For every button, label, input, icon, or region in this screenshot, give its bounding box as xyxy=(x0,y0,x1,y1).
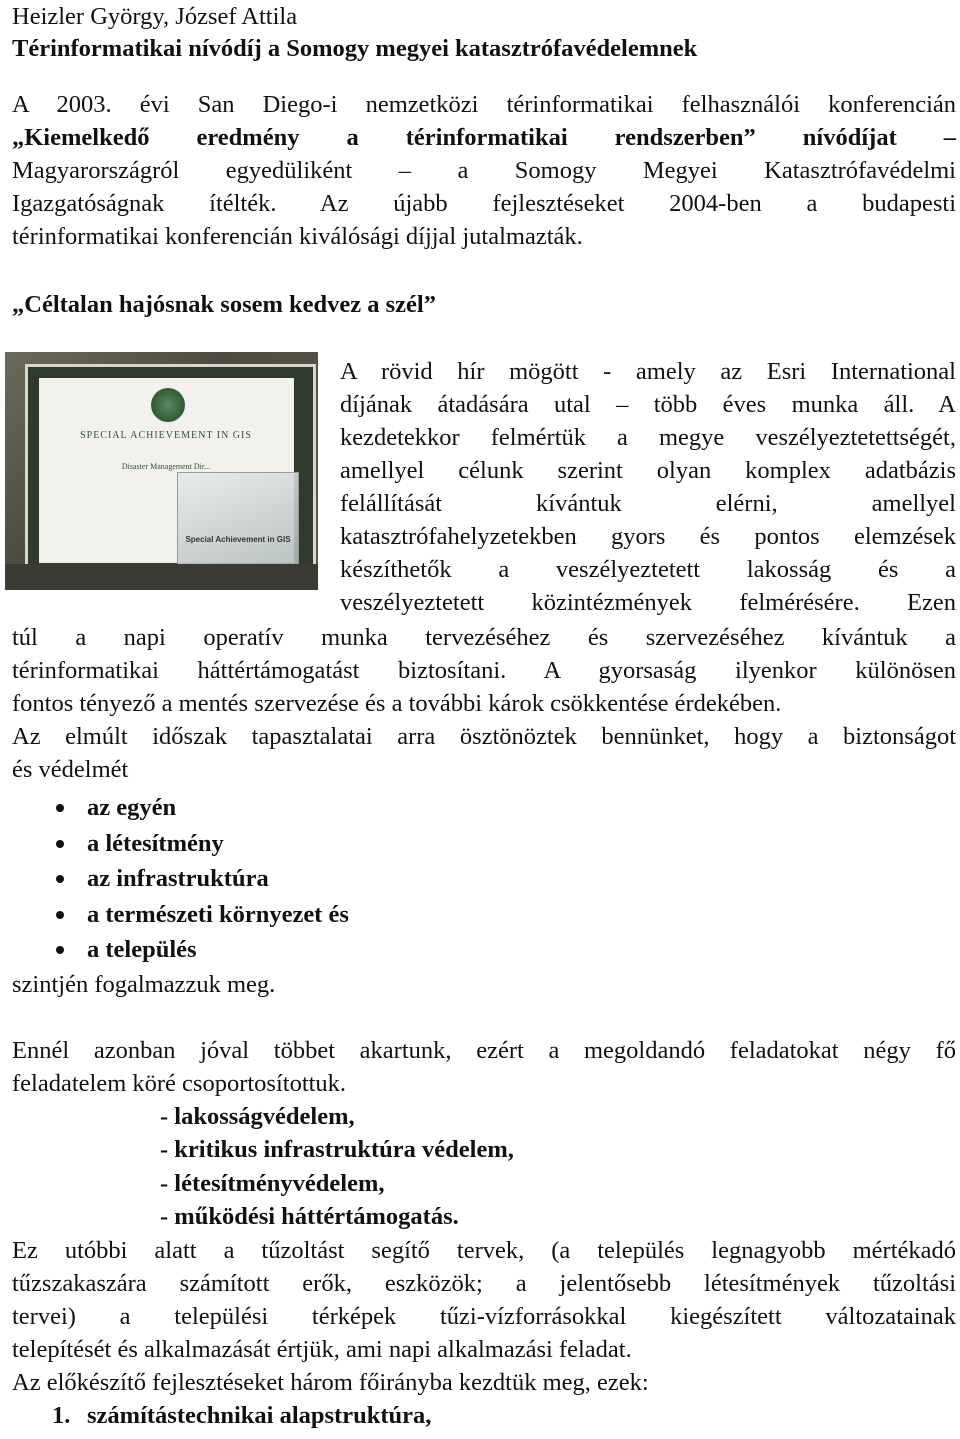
text-line: kezdetekkor felmértük a megye veszélyeztetettségét, xyxy=(340,424,956,451)
trophy-text: Special Achievement in GIS xyxy=(185,535,291,544)
text-line: tervei) a települési térképek tűzi-vízforrásokkal kiegészített változatainak xyxy=(12,1302,956,1330)
list-item: - kritikus infrastruktúra védelem, xyxy=(160,1136,514,1163)
list-item: a létesítmény xyxy=(12,826,956,862)
award-photo xyxy=(5,352,318,590)
item-text: számítástechnikai alapstruktúra, xyxy=(87,1401,432,1429)
text-line: Ez utóbbi alatt a tűzoltást segítő tervek, (a település legnagyobb mértékadó xyxy=(12,1236,956,1264)
list-item: - létesítményvédelem, xyxy=(160,1169,385,1197)
text-line: telepítését és alkalmazását értjük, ami napi alkalmazási feladat. xyxy=(12,1335,632,1363)
text-line: tűzszakaszára számított erők, eszközök; a jelentősebb létesítmények tűzoltási xyxy=(12,1269,956,1297)
intro-paragraph xyxy=(12,88,956,253)
text-line: katasztrófahelyzetekben gyors és pontos elemzések xyxy=(340,523,956,550)
text-line: Magyarországról egyedüliként – a Somogy Megyei Katasztrófavédelmi xyxy=(12,157,956,184)
text-line: Az elmúlt időszak tapasztalatai arra ösztönöztek bennünket, hogy a biztonságot xyxy=(12,723,956,750)
table-surface xyxy=(5,564,318,590)
wrapped-paragraph xyxy=(340,355,956,619)
text-line: térinformatikai háttértámogatást biztosítani. A gyorsaság ilyenkor különösen xyxy=(12,657,956,684)
certificate-heading: SPECIAL ACHIEVEMENT IN GIS xyxy=(80,430,252,441)
list-item: - működési háttértámogatás. xyxy=(160,1203,459,1230)
text-line: díjának átadására utal – több éves munka áll. A xyxy=(340,391,956,418)
list-item: az egyén xyxy=(12,790,956,826)
list-item: a természeti környezet és xyxy=(12,897,956,933)
dash-list xyxy=(12,1100,956,1234)
text-line: készíthetők a veszélyeztetett lakosság és a xyxy=(340,556,956,583)
numbered-item xyxy=(12,1399,956,1432)
article-title: Térinformatikai nívódíj a Somogy megyei katasztrófavédelemnek xyxy=(12,35,698,62)
text-line: fontos tényező a mentés szervezése és a további károk csökkentése érdekében. xyxy=(12,690,782,717)
emblem-icon xyxy=(151,388,185,422)
text-line: szintjén fogalmazzuk meg. xyxy=(12,970,276,998)
text-line: feladatelem köré csoportosítottuk. xyxy=(12,1069,347,1097)
text-line: térinformatikai konferencián kiválósági díjjal jutalmazták. xyxy=(12,223,583,250)
text-line: Az előkészítő fejlesztéseket három főirányba kezdtük meg, ezek: xyxy=(12,1368,649,1396)
bullet-list xyxy=(12,790,956,968)
list-item: az infrastruktúra xyxy=(12,861,956,897)
text-line: veszélyeztetett közintézmények felmérésére. Ezen xyxy=(340,589,956,616)
list-item: a település xyxy=(12,932,956,968)
text-line: A rövid hír mögött - amely az Esri International xyxy=(340,358,956,385)
author-line: Heizler György, József Attila xyxy=(12,3,298,30)
text-line: túl a napi operatív munka tervezéséhez és szervezéséhez kívántuk a xyxy=(12,624,956,651)
item-number: 1. xyxy=(52,1401,71,1429)
list-item: - lakosságvédelem, xyxy=(160,1102,355,1130)
text-line: Ennél azonban jóval többet akartunk, ezért a megoldandó feladatokat négy fő xyxy=(12,1036,956,1064)
motto-heading: „Céltalan hajósnak sosem kedvez a szél” xyxy=(12,291,436,318)
text-line: felállítását kívántuk elérni, amellyel xyxy=(340,490,956,517)
text-line: „Kiemelkedő eredmény a térinformatikai rendszerben” nívódíjat – xyxy=(12,124,956,151)
text-line: A 2003. évi San Diego-i nemzetközi térinformatikai felhasználói konferencián xyxy=(12,91,956,118)
body-text xyxy=(12,621,956,1432)
text-line: és védelmét xyxy=(12,756,129,783)
text-line: Igazgatóságnak ítélték. Az újabb fejlesztéseket 2004-ben a budapesti xyxy=(12,190,956,217)
certificate-recipient: Disaster Management Dir... xyxy=(121,462,211,471)
text-line: amellyel célunk szerint olyan komplex adatbázis xyxy=(340,457,956,484)
